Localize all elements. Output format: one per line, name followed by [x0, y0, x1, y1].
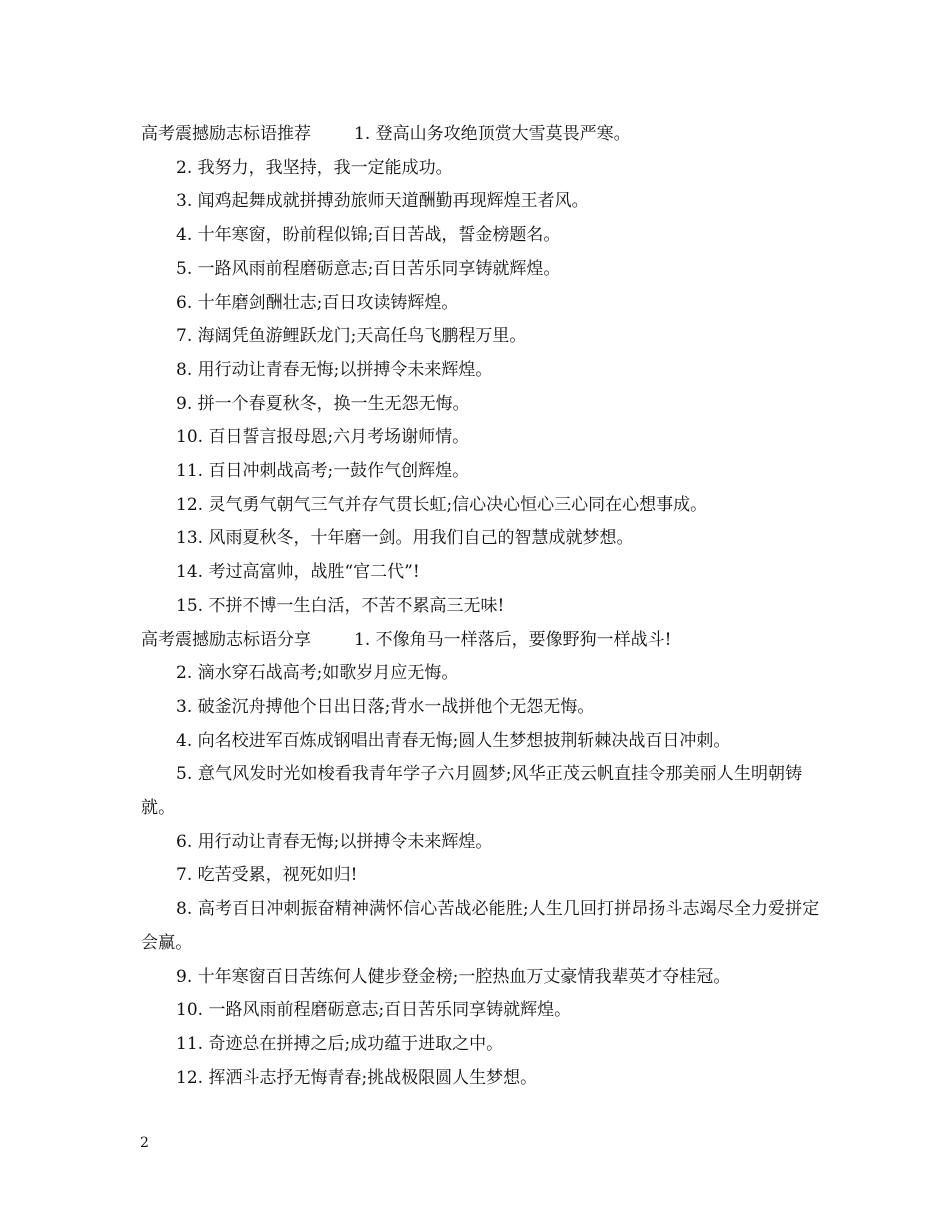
list-item: 3. 破釜沉舟搏他个日出日落;背水一战拼他个无怨无悔。 — [176, 696, 595, 717]
list-item: 13. 风雨夏秋冬，十年磨一剑。用我们自己的智慧成就梦想。 — [176, 528, 634, 549]
list-item: 7. 吃苦受累，视死如归! — [176, 865, 358, 886]
list-item: 4. 向名校进军百炼成钢唱出青春无悔;圆人生梦想披荆斩棘决战百日冲刺。 — [176, 730, 731, 751]
document-body — [141, 118, 821, 1095]
list-item: 12. 灵气勇气朝气三气并存气贯长虹;信心决心恒心三心同在心想事成。 — [176, 494, 708, 515]
list-item: 10. 一路风雨前程磨砺意志;百日苦乐同享铸就辉煌。 — [176, 1000, 572, 1021]
list-item: 7. 海阔凭鱼游鲤跃龙门;天高任鸟飞鹏程万里。 — [176, 326, 527, 347]
list-item: 1. 不像角马一样落后，要像野狗一样战斗! — [354, 629, 672, 650]
list-item: 11. 百日冲刺战高考;一鼓作气创辉煌。 — [176, 461, 470, 482]
list-item: 2. 我努力，我坚持，我一定能成功。 — [176, 157, 453, 178]
list-item: 9. 拼一个春夏秋冬，换一生无怨无悔。 — [176, 393, 470, 414]
list-item: 6. 用行动让青春无悔;以拼搏令未来辉煌。 — [176, 831, 493, 852]
list-item: 12. 挥洒斗志抒无悔青春;挑战极限圆人生梦想。 — [176, 1067, 538, 1088]
section-heading-line — [141, 118, 821, 152]
list-item: 5. 一路风雨前程磨砺意志;百日苦乐同享铸就辉煌。 — [176, 258, 561, 279]
list-item: 5. 意气风发时光如梭看我青年学子六月圆梦;风华正茂云帆直挂令那美丽人生明朝铸就。 — [141, 764, 803, 819]
list-item: 14. 考过高富帅，战胜“官二代”! — [176, 562, 420, 583]
list-item: 11. 奇迹总在拼搏之后;成功蕴于进取之中。 — [176, 1033, 504, 1054]
section-heading: 高考震撼励志标语分享 — [141, 629, 311, 650]
list-item: 8. 用行动让青春无悔;以拼搏令未来辉煌。 — [176, 359, 493, 380]
list-item: 8. 高考百日冲刺振奋精神满怀信心苦战必能胜;人生几回打拼昂扬斗志竭尽全力爱拼定会赢。 — [141, 899, 820, 953]
list-item: 2. 滴水穿石战高考;如歌岁月应无悔。 — [176, 663, 459, 684]
list-item: 6. 十年磨剑酬壮志;百日攻读铸辉煌。 — [176, 292, 459, 313]
page-number: 2 — [140, 1135, 149, 1151]
list-item: 9. 十年寒窗百日苦练何人健步登金榜;一腔热血万丈豪情我辈英才夺桂冠。 — [176, 966, 731, 987]
section-heading: 高考震撼励志标语推荐 — [141, 124, 311, 144]
list-item: 15. 不拼不博一生白活，不苦不累高三无味! — [176, 595, 505, 616]
list-item: 3. 闻鸡起舞成就拼搏劲旅师天道酬勤再现辉煌王者风。 — [176, 191, 589, 212]
list-item: 10. 百日誓言报母恩;六月考场谢师情。 — [176, 427, 470, 448]
section-heading-line — [141, 624, 821, 658]
list-item: 1. 登高山务攻绝顶赏大雪莫畏严寒。 — [354, 124, 631, 144]
list-item: 4. 十年寒窗，盼前程似锦;百日苦战，誓金榜题名。 — [176, 225, 561, 246]
